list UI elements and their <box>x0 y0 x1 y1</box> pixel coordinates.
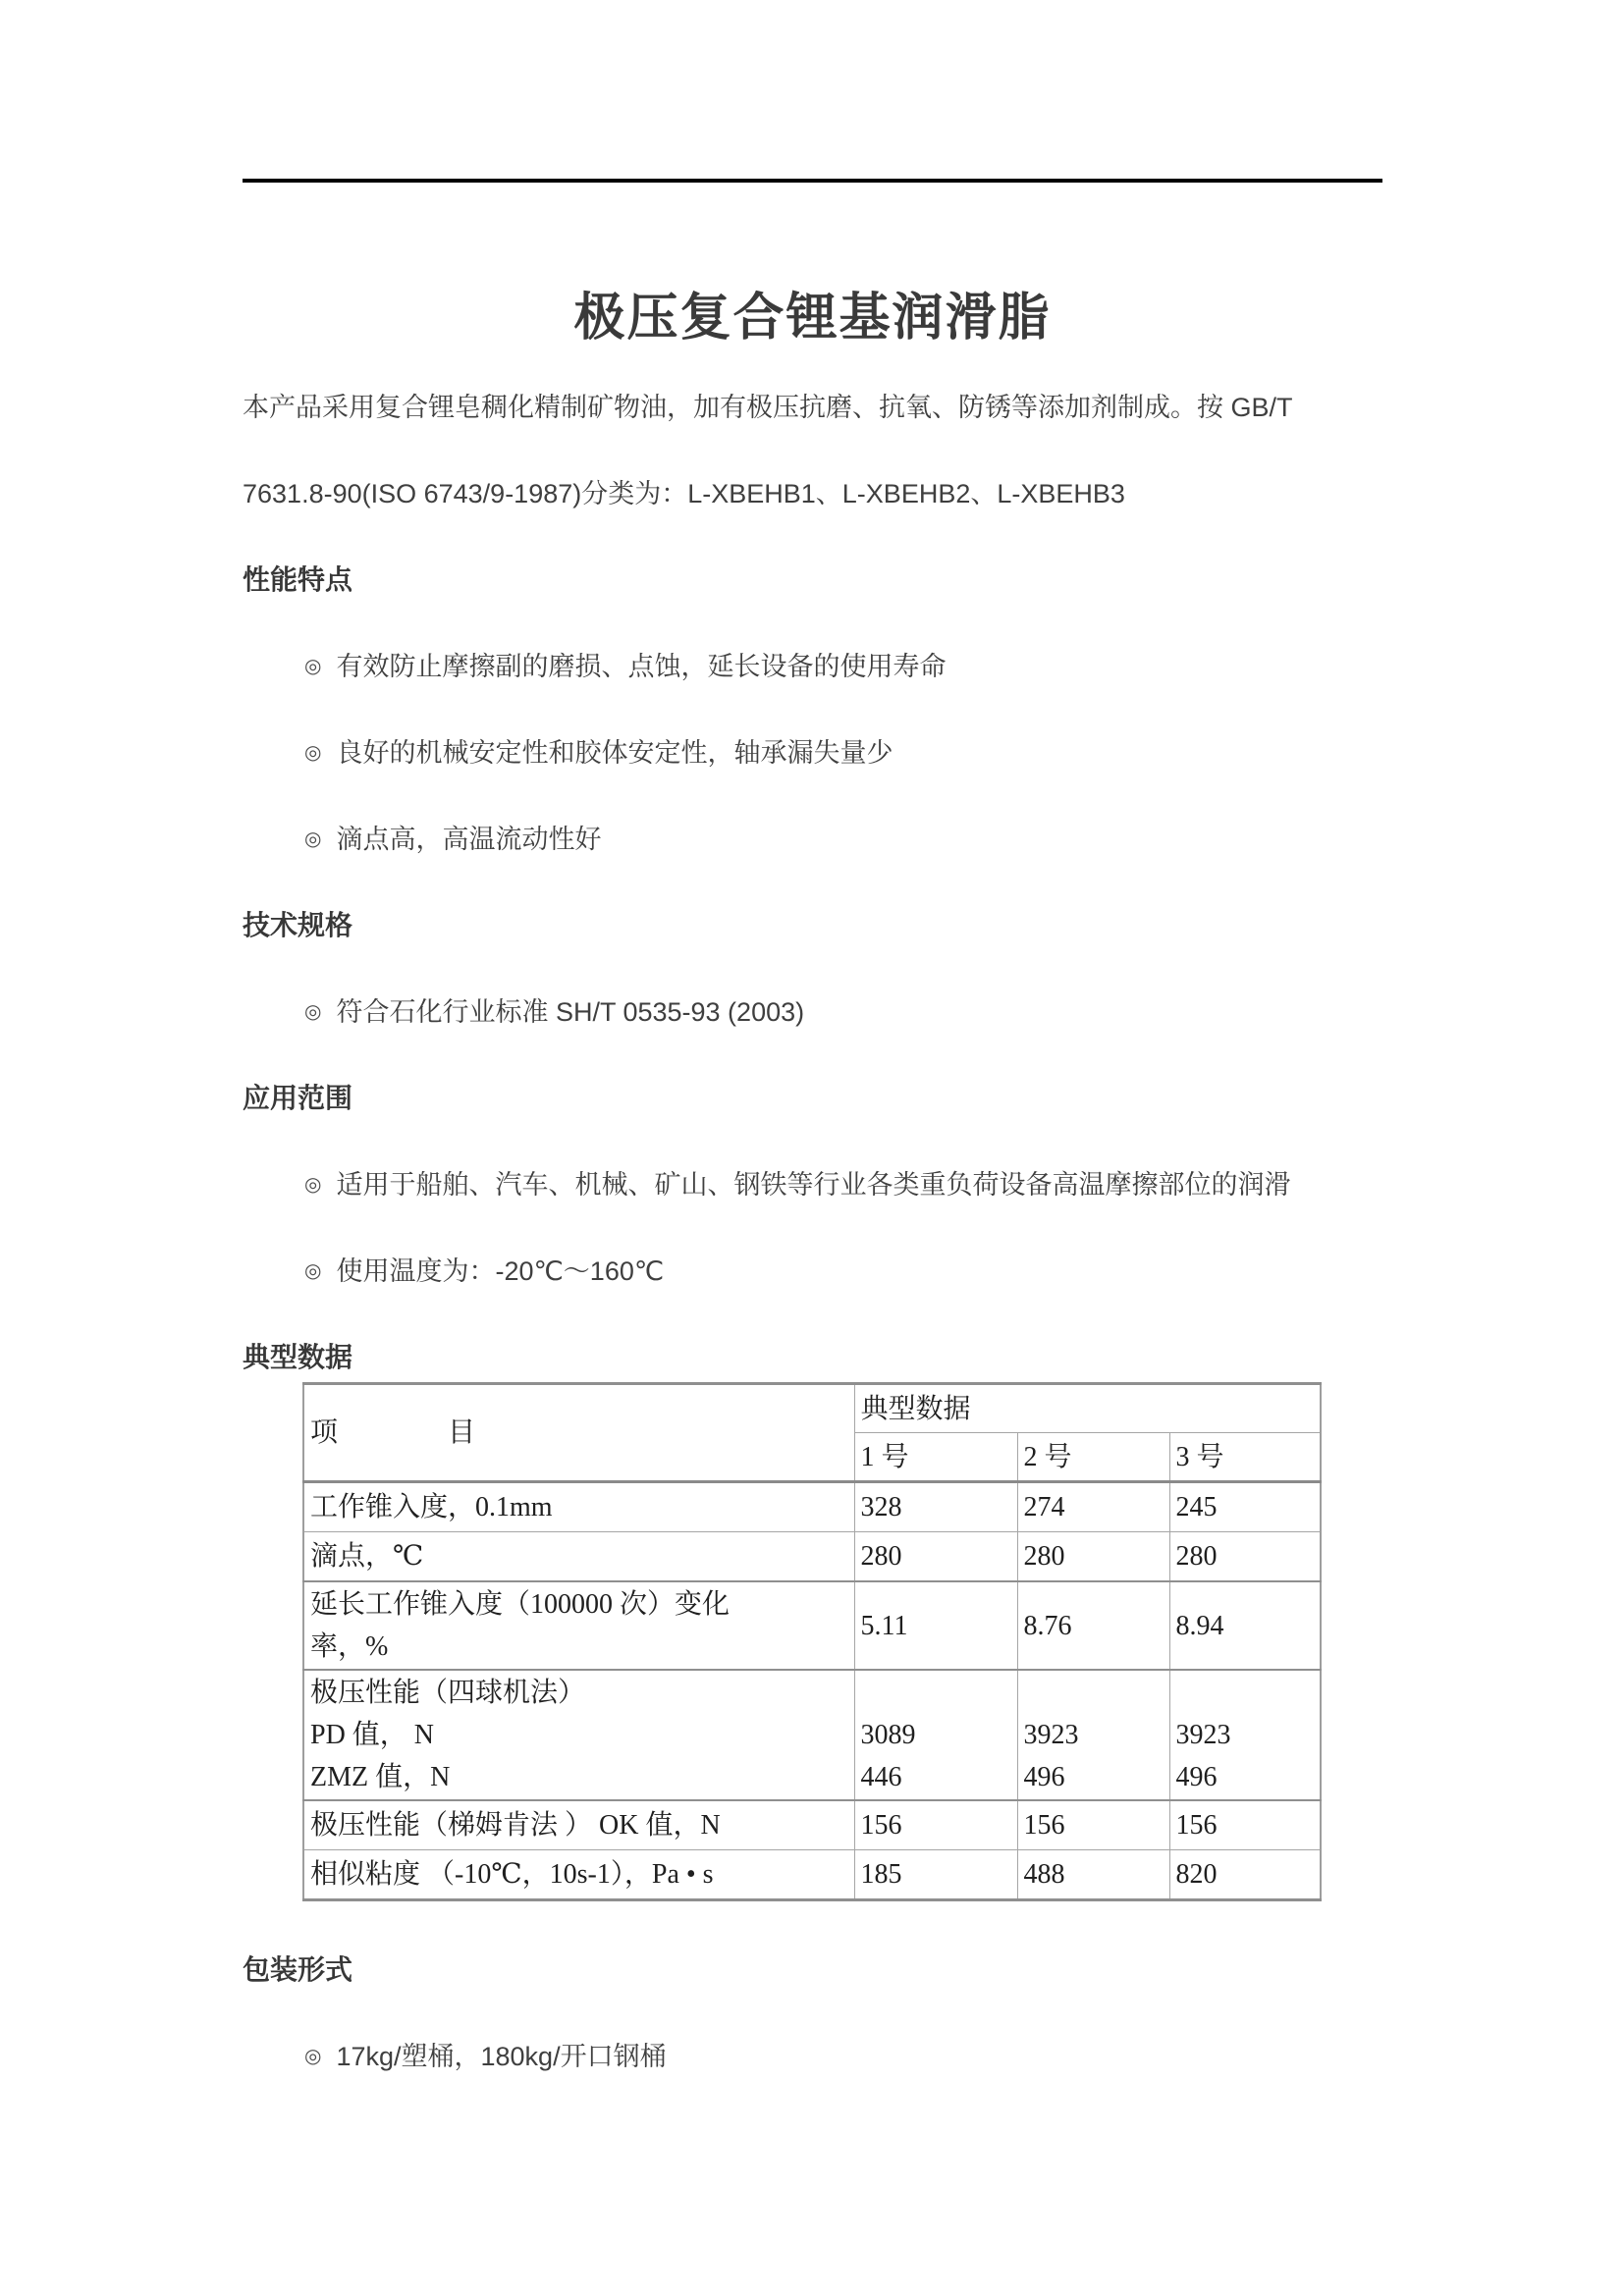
intro-paragraph <box>243 392 1382 509</box>
table-header-item: 项 目 <box>303 1384 854 1482</box>
table-cell-value: 280 <box>1017 1532 1169 1582</box>
table-cell-value: 245 <box>1169 1482 1321 1532</box>
section-heading-application: 应用范围 <box>243 1083 353 1113</box>
table-cell-item: 极压性能（梯姆肯法 ） OK 值，N <box>303 1800 854 1850</box>
section-typical-data <box>243 1342 1382 1901</box>
bullet-text: 17kg/塑桶，180kg/开口钢桶 <box>336 2042 667 2071</box>
section-heading-tech-spec: 技术规格 <box>243 910 353 940</box>
table-header-grade-2: 2 号 <box>1017 1433 1169 1482</box>
bullseye-bullet-icon: ◎ <box>304 1001 322 1023</box>
table-cell-value: 156 <box>1017 1800 1169 1850</box>
bullet-item <box>243 651 1382 682</box>
bullet-text: 符合石化行业标准 SH/T 0535-93 (2003) <box>336 997 805 1027</box>
table-header-group: 典型数据 <box>854 1384 1321 1433</box>
bullseye-bullet-icon: ◎ <box>304 828 322 850</box>
page-title: 极压复合锂基润滑脂 <box>573 290 1052 347</box>
bullet-item <box>243 1169 1382 1201</box>
bullseye-bullet-icon: ◎ <box>304 742 322 764</box>
bullseye-bullet-icon: ◎ <box>304 1260 322 1282</box>
section-tech-spec <box>243 910 1382 1028</box>
bullet-item <box>243 737 1382 769</box>
table-cell-value: 328 <box>854 1482 1017 1532</box>
document-content <box>243 0 1382 2072</box>
table-cell-item: 滴点，℃ <box>303 1532 854 1582</box>
table-header-row-group <box>303 1384 1321 1433</box>
table-cell-value: 820 <box>1169 1850 1321 1900</box>
table-cell-item: 极压性能（四球机法） PD 值， N ZMZ 值，N <box>303 1670 854 1800</box>
table-row-prolonged-penetration <box>303 1581 1321 1670</box>
table-cell-value: 280 <box>1169 1532 1321 1582</box>
bullet-text: 良好的机械安定性和胶体安定性，轴承漏失量少 <box>336 738 893 768</box>
bullet-text: 有效防止摩擦副的磨损、点蚀，延长设备的使用寿命 <box>336 652 947 681</box>
bullet-text: 适用于船舶、汽车、机械、矿山、钢铁等行业各类重负荷设备高温摩擦部位的润滑 <box>336 1170 1291 1200</box>
intro-line-1: 本产品采用复合锂皂稠化精制矿物油，加有极压抗磨、抗氧、防锈等添加剂制成。按 GB/T <box>243 393 1293 422</box>
bullet-item <box>243 996 1382 1028</box>
table-row-four-ball <box>303 1670 1321 1800</box>
typical-data-table <box>302 1382 1322 1901</box>
table-header-grade-3: 3 号 <box>1169 1433 1321 1482</box>
bullet-item <box>243 824 1382 855</box>
top-horizontal-rule <box>243 179 1382 183</box>
table-cell-value: 3089 446 <box>854 1670 1017 1800</box>
table-cell-item: 延长工作锥入度（100000 次）变化 率，% <box>303 1581 854 1670</box>
table-row-timken <box>303 1800 1321 1850</box>
section-heading-typical-data: 典型数据 <box>243 1342 353 1372</box>
table-cell-value: 3923 496 <box>1017 1670 1169 1800</box>
bullseye-bullet-icon: ◎ <box>304 1174 322 1196</box>
section-performance <box>243 564 1382 855</box>
section-heading-packaging: 包装形式 <box>243 1954 353 1985</box>
table-cell-value: 185 <box>854 1850 1017 1900</box>
bullet-item <box>243 2041 1382 2072</box>
table-cell-value: 156 <box>854 1800 1017 1850</box>
table-cell-value: 274 <box>1017 1482 1169 1532</box>
bullseye-bullet-icon: ◎ <box>304 2046 322 2067</box>
bullet-text: 滴点高，高温流动性好 <box>336 825 602 854</box>
intro-line-2: 7631.8-90(ISO 6743/9-1987)分类为：L-XBEHB1、L-XBEHB2、L-XBEHB3 <box>243 479 1125 508</box>
table-cell-value: 8.94 <box>1169 1581 1321 1670</box>
section-heading-performance: 性能特点 <box>243 564 353 595</box>
table-row-penetration <box>303 1482 1321 1532</box>
table-cell-value: 5.11 <box>854 1581 1017 1670</box>
table-cell-value: 488 <box>1017 1850 1169 1900</box>
table-cell-value: 8.76 <box>1017 1581 1169 1670</box>
bullet-text: 使用温度为：-20℃～160℃ <box>336 1256 665 1286</box>
table-cell-value: 3923 496 <box>1169 1670 1321 1800</box>
section-packaging <box>243 1954 1382 2072</box>
table-cell-item: 工作锥入度，0.1mm <box>303 1482 854 1532</box>
table-cell-value: 156 <box>1169 1800 1321 1850</box>
table-header-grade-1: 1 号 <box>854 1433 1017 1482</box>
section-application <box>243 1083 1382 1287</box>
table-row-drop-point <box>303 1532 1321 1582</box>
table-row-apparent-viscosity <box>303 1850 1321 1900</box>
bullet-item <box>243 1255 1382 1287</box>
table-cell-item: 相似粘度 （-10℃，10s-1），Pa • s <box>303 1850 854 1900</box>
table-cell-value: 280 <box>854 1532 1017 1582</box>
bullseye-bullet-icon: ◎ <box>304 656 322 677</box>
